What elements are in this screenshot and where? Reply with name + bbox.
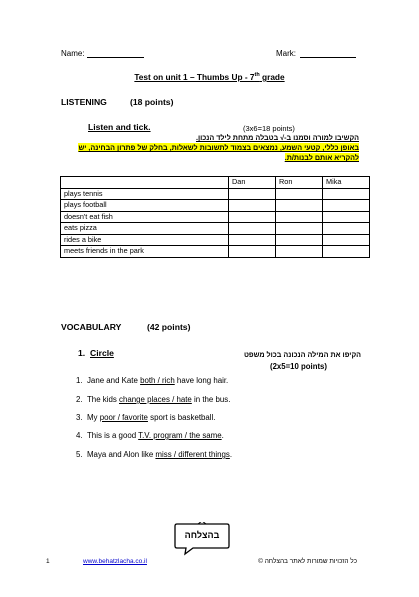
tick-cell[interactable] [229, 246, 276, 258]
listening-points: (18 points) [130, 97, 174, 107]
vocabulary-points: (42 points) [147, 322, 191, 332]
row-label: doesn't eat fish [61, 211, 229, 223]
listening-hebrew-instruction: הקשיבו למורה וסמנו ב-√ בטבלה מתחת לילד הנכון. [195, 133, 359, 142]
tick-cell[interactable] [276, 188, 323, 200]
tick-cell[interactable] [276, 200, 323, 212]
task-number: 1. [78, 348, 86, 358]
table-header-cell: Ron [276, 177, 323, 189]
list-item: 1. Jane and Kate both / rich have long hair. [76, 376, 229, 385]
tick-cell[interactable] [276, 211, 323, 223]
row-label: plays tennis [61, 188, 229, 200]
choice-options[interactable]: change places / hate [119, 395, 192, 404]
listening-heading: LISTENING [61, 97, 107, 107]
tick-cell[interactable] [229, 223, 276, 235]
table-row [61, 211, 370, 223]
site-logo [171, 522, 233, 556]
tick-cell[interactable] [323, 246, 370, 258]
task-label: Circle [90, 348, 114, 358]
listening-instruction: Listen and tick. [88, 122, 151, 132]
row-label: rides a bike [61, 234, 229, 246]
vocabulary-hebrew-instruction: הקיפו את המילה הנכונה בכול משפט [243, 350, 361, 359]
name-field-line[interactable] [87, 57, 144, 58]
list-item: 5. Maya and Alon like miss / different things. [76, 450, 233, 459]
name-label: Name: [61, 49, 85, 58]
tick-cell[interactable] [229, 211, 276, 223]
row-label: eats pizza [61, 223, 229, 235]
list-item: 4. This is a good T.V. program / the same. [76, 431, 224, 440]
mark-label: Mark: [276, 49, 296, 58]
listening-score: (3x6=18 points) [243, 124, 295, 133]
table-header-cell: Mika [323, 177, 370, 189]
tick-cell[interactable] [323, 223, 370, 235]
list-item: 3. My poor / favorite sport is basketball. [76, 413, 216, 422]
choice-options[interactable]: T.V. program / the same [138, 431, 222, 440]
tick-cell[interactable] [323, 188, 370, 200]
table-header-cell [61, 177, 229, 189]
mark-field-line[interactable] [300, 57, 356, 58]
choice-options[interactable]: poor / favorite [99, 413, 148, 422]
tick-cell[interactable] [276, 246, 323, 258]
table-row [61, 246, 370, 258]
listening-table [60, 176, 370, 258]
logo-text: בהצלחה [184, 530, 220, 540]
page-title: Test on unit 1 – Thumbs Up - 7th grade [134, 72, 285, 82]
tick-cell[interactable] [276, 223, 323, 235]
tick-cell[interactable] [276, 234, 323, 246]
copyright-notice: כל הזכויות שמורות לאתר בהצלחה © [258, 558, 357, 565]
listening-hebrew-note-1: באופן כללי, קטעי השמע, נמצאים בצמוד לתשובות לשאלות, בחלק של פתרון הבחינה, יש [78, 143, 359, 152]
table-row [61, 188, 370, 200]
site-link[interactable]: www.behatzlacha.co.il [83, 558, 147, 565]
tick-cell[interactable] [323, 200, 370, 212]
page-number: 1 [46, 558, 50, 565]
tick-cell[interactable] [323, 211, 370, 223]
row-label: meets friends in the park [61, 246, 229, 258]
choice-options[interactable]: miss / different things [155, 450, 230, 459]
table-row [61, 200, 370, 212]
tick-cell[interactable] [229, 200, 276, 212]
tick-cell[interactable] [229, 234, 276, 246]
vocabulary-heading: VOCABULARY [61, 322, 122, 332]
listening-hebrew-note-2: להקריא אותם לבנות/ת. [284, 153, 359, 162]
tick-cell[interactable] [323, 234, 370, 246]
table-row [61, 234, 370, 246]
table-header-row [61, 177, 370, 189]
choice-options[interactable]: both / rich [140, 376, 175, 385]
table-row [61, 223, 370, 235]
row-label: plays football [61, 200, 229, 212]
vocabulary-score: (2x5=10 points) [270, 362, 327, 371]
list-item: 2. The kids change places / hate in the bus. [76, 395, 231, 404]
table-header-cell: Dan [229, 177, 276, 189]
tick-cell[interactable] [229, 188, 276, 200]
